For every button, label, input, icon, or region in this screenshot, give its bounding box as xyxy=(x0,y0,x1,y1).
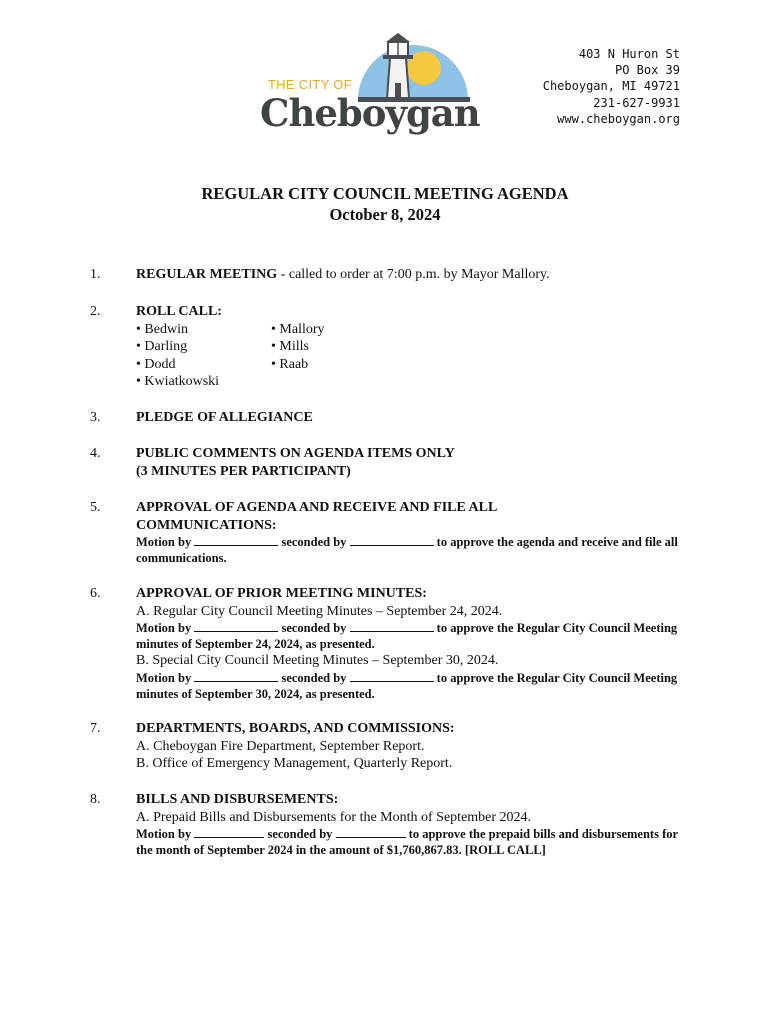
second-blank[interactable] xyxy=(350,621,434,632)
sub-item-b: B. Office of Emergency Management, Quarterly Report. xyxy=(136,756,453,771)
item-number: 4. xyxy=(90,446,101,461)
roll-call-member: • Mills xyxy=(271,338,406,356)
item-number: 8. xyxy=(90,792,101,807)
item-number: 3. xyxy=(90,410,101,425)
item-number: 7. xyxy=(90,721,101,736)
item-number: 6. xyxy=(90,586,101,601)
item-heading: BILLS AND DISBURSEMENTS: xyxy=(136,792,339,807)
agenda-title xyxy=(0,183,770,225)
motion-text: Motion by seconded by to approve the Regular City Council Meeting minutes of September 30, 2024, as presented. xyxy=(136,670,678,701)
item-subheading: (3 MINUTES PER PARTICIPANT) xyxy=(136,463,351,479)
sub-item-a: A. Regular City Council Meeting Minutes – September 24, 2024. xyxy=(136,603,503,619)
item-heading: REGULAR MEETING xyxy=(136,267,278,282)
roll-call-member: • Kwiatkowski xyxy=(136,373,271,391)
motion-text: Motion by seconded by to approve the agenda and receive and file all communications. xyxy=(136,535,678,565)
second-blank[interactable] xyxy=(350,671,434,682)
address-po-box: PO Box 39 xyxy=(614,63,680,78)
agenda-date: October 8, 2024 xyxy=(329,205,441,224)
roll-call-member: • Darling xyxy=(136,338,271,356)
roll-call-member: • Raab xyxy=(271,356,406,374)
address-block xyxy=(543,46,680,127)
motion-text: Motion by seconded by to approve the Regular City Council Meeting minutes of September 24, 2024, as presented. xyxy=(136,621,678,651)
sub-item-a: A. Cheboygan Fire Department, September Report. xyxy=(136,738,425,754)
item-heading: DEPARTMENTS, BOARDS, AND COMMISSIONS: xyxy=(136,721,455,736)
motion-blank[interactable] xyxy=(194,827,264,838)
motion-blank[interactable] xyxy=(194,535,278,546)
motion-text: Motion by seconded by to approve the prepaid bills and disbursements for the month of September 2024 in the amount of $1,760,867.83. [ROLL CALL] xyxy=(136,827,678,857)
sub-item-b: B. Special City Council Meeting Minutes – September 30, 2024. xyxy=(136,653,499,668)
item-heading-cont: COMMUNICATIONS: xyxy=(136,517,277,533)
item-heading: APPROVAL OF AGENDA AND RECEIVE AND FILE ALL xyxy=(136,500,498,515)
address-phone: 231-627-9931 xyxy=(593,95,680,110)
item-number: 5. xyxy=(90,500,101,515)
city-logo xyxy=(258,28,488,146)
roll-call-column-2 xyxy=(271,321,406,391)
roll-call-column-1 xyxy=(136,321,271,391)
item-heading: ROLL CALL: xyxy=(136,304,222,319)
address-street: 403 N Huron St xyxy=(578,47,680,61)
address-website[interactable]: www.cheboygan.org xyxy=(557,111,680,126)
item-number: 1. xyxy=(90,267,101,282)
logo-city-name: Cheboygan xyxy=(260,91,480,135)
sub-item-a: A. Prepaid Bills and Disbursements for the Month of September 2024. xyxy=(136,809,532,825)
motion-blank[interactable] xyxy=(194,671,278,682)
item-number: 2. xyxy=(90,304,101,319)
motion-blank[interactable] xyxy=(194,621,278,632)
roll-call-list xyxy=(136,321,696,391)
logo-city-of-text: THE CITY OF xyxy=(268,77,352,92)
item-heading: PLEDGE OF ALLEGIANCE xyxy=(136,410,313,425)
roll-call-member: • Dodd xyxy=(136,356,271,374)
agenda-title-line: REGULAR CITY COUNCIL MEETING AGENDA xyxy=(201,184,569,203)
address-city-state-zip: Cheboygan, MI 49721 xyxy=(542,79,680,94)
item-text: - called to order at 7:00 p.m. by Mayor Mallory. xyxy=(277,267,550,282)
second-blank[interactable] xyxy=(336,827,406,838)
item-heading: APPROVAL OF PRIOR MEETING MINUTES: xyxy=(136,586,427,601)
second-blank[interactable] xyxy=(350,535,434,546)
roll-call-member: • Mallory xyxy=(271,321,406,339)
item-heading: PUBLIC COMMENTS ON AGENDA ITEMS ONLY xyxy=(136,446,455,461)
roll-call-member: • Bedwin xyxy=(136,321,271,339)
